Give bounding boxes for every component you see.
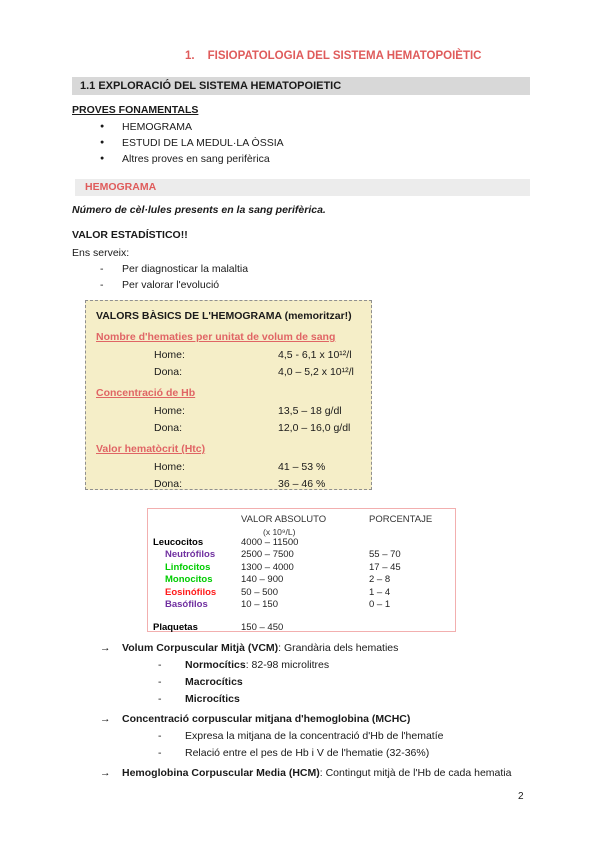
index-sub-item	[158, 674, 560, 691]
sub-term: Macrocítics	[185, 676, 243, 688]
table-header-row	[153, 514, 450, 527]
proves-heading: PROVES FONAMENTALS	[72, 104, 199, 116]
index-sub-item	[158, 691, 560, 708]
hemograma-definition: Número de cèl·lules presents en la sang perifèrica.	[72, 204, 326, 216]
value-row-label: Home:	[154, 405, 185, 417]
box-section-heading: Nombre d'hematies per unitat de volum de sang	[96, 331, 336, 343]
sub-description: Expresa la mitjana de la concentració d'Hb de l'hematíe	[185, 730, 444, 742]
cell-percent	[369, 622, 450, 635]
value-row	[96, 420, 361, 437]
index-item	[100, 765, 560, 782]
serveix-list	[100, 261, 248, 293]
table-row	[153, 549, 450, 562]
list-item	[100, 261, 248, 277]
valor-estadistico-label: VALOR ESTADÍSTICO!!	[72, 229, 188, 241]
value-row-value: 4,5 - 6,1 x 10¹²/l	[278, 349, 352, 361]
value-row-label: Dona:	[154, 477, 183, 490]
dash-icon: -	[158, 659, 162, 671]
valors-basics-box	[85, 300, 372, 490]
index-sub-item	[158, 728, 560, 745]
index-item-text	[122, 765, 511, 782]
title-text: FISIOPATOLOGIA DEL SISTEMA HEMATOPOIÈTIC	[207, 50, 482, 62]
list-item	[100, 135, 284, 151]
index-item-text	[122, 640, 398, 657]
cell-percent: 1 – 4	[369, 586, 391, 598]
title-number: 1.	[185, 50, 195, 62]
list-item	[100, 119, 284, 135]
arrow-icon: →	[100, 642, 111, 654]
cell-label: Eosinófilos	[165, 586, 217, 598]
box-title: VALORS BÀSICS DE L'HEMOGRAMA (memoritzar!)	[96, 310, 352, 322]
value-row-value: 13,5 – 18 g/dl	[278, 405, 342, 417]
list-item	[100, 151, 284, 167]
list-item-label: HEMOGRAMA	[122, 121, 193, 133]
index-item	[100, 640, 560, 657]
value-row-value: 41 – 53 %	[278, 461, 326, 473]
dash-icon: -	[100, 279, 104, 291]
page-number: 2	[518, 791, 524, 802]
table-row	[153, 537, 450, 550]
index-item-text	[122, 711, 410, 728]
cell-percent	[369, 537, 450, 550]
list-item-label: Altres proves en sang perifèrica	[122, 153, 270, 165]
cell-absolute: 1300 – 4000	[241, 561, 294, 573]
value-row	[96, 403, 361, 420]
cell-percent: 2 – 8	[369, 574, 391, 585]
cell-label: Linfocitos	[165, 561, 211, 573]
value-row-value: 4,0 – 5,2 x 10¹²/l	[278, 365, 354, 378]
value-row-label: Dona:	[154, 421, 183, 434]
value-row-label: Dona:	[154, 365, 183, 378]
index-sub-item	[158, 745, 560, 762]
cell-label: Leucocitos	[153, 536, 204, 548]
cell-absolute: 2500 – 7500	[241, 549, 294, 560]
cell-percent: 55 – 70	[369, 549, 401, 560]
sub-description: Relació entre el pes de Hb i V de l'hematie (32-36%)	[185, 747, 430, 759]
cell-absolute: 150 – 450	[241, 621, 284, 633]
serveix-label: Ens serveix:	[72, 247, 130, 259]
cell-percent: 17 – 45	[369, 561, 401, 573]
table-row	[153, 562, 450, 575]
dash-icon: -	[100, 263, 104, 275]
cell-label: Basófilos	[165, 599, 208, 610]
table-header-empty	[153, 514, 241, 527]
document-title	[185, 50, 481, 62]
bullet-icon: ●	[100, 123, 105, 130]
index-description: : Contingut mitjà de l'Hb de cada hematia	[319, 767, 512, 779]
arrow-icon: →	[100, 713, 111, 725]
box-section-heading: Concentració de Hb	[96, 387, 196, 399]
indices-list	[100, 637, 560, 782]
cell-absolute: 140 – 900	[241, 574, 284, 585]
table-row	[153, 622, 450, 635]
index-term: Concentració corpuscular mitjana d'hemoglobina (MCHC)	[122, 713, 411, 725]
list-item-label: Per diagnosticar la malaltia	[122, 263, 249, 275]
dash-icon: -	[158, 693, 162, 705]
arrow-icon: →	[100, 767, 111, 779]
value-row-value: 12,0 – 16,0 g/dl	[278, 421, 351, 434]
table-header-absolute: VALOR ABSOLUTO	[241, 514, 327, 525]
proves-list	[100, 119, 284, 167]
index-sub-item	[158, 657, 560, 674]
cell-label: Monocitos	[165, 574, 213, 585]
bullet-icon: ●	[100, 155, 105, 162]
cell-absolute: 50 – 500	[241, 586, 278, 598]
list-item-label: Per valorar l'evolució	[122, 279, 220, 291]
value-row-label: Home:	[154, 349, 185, 361]
table-header-percent: PORCENTAJE	[369, 514, 433, 525]
list-item-label: ESTUDI DE LA MEDUL·LA ÒSSIA	[122, 137, 284, 149]
dash-icon: -	[158, 676, 162, 688]
value-row-value: 36 – 46 %	[278, 477, 326, 490]
table-header-unit: (x 10⁹/L)	[263, 526, 296, 537]
value-row-label: Home:	[154, 461, 185, 473]
sub-term: Microcítics	[185, 693, 240, 705]
cell-label: Neutrófilos	[165, 549, 216, 560]
dash-icon: -	[158, 747, 162, 759]
index-description: : Grandària dels hematies	[278, 642, 399, 654]
index-term: Volum Corpuscular Mitjà (VCM)	[122, 642, 279, 654]
table-row	[153, 599, 450, 612]
cell-absolute: 10 – 150	[241, 599, 278, 610]
index-term: Hemoglobina Corpuscular Media (HCM)	[122, 767, 320, 779]
bullet-icon: ●	[100, 139, 105, 146]
sub-description: : 82-98 microlitres	[245, 659, 330, 671]
table-unit-row	[153, 527, 450, 537]
index-item	[100, 711, 560, 728]
value-row	[96, 364, 361, 381]
list-item	[100, 277, 248, 293]
box-section-heading: Valor hematòcrit (Htc)	[96, 443, 206, 455]
sub-term: Normocítics	[185, 659, 246, 671]
index-sub-list	[158, 728, 560, 762]
cell-label: Plaquetas	[153, 621, 198, 633]
dash-icon: -	[158, 730, 162, 742]
cell-absolute: 4000 – 11500	[241, 536, 299, 548]
value-row	[96, 459, 361, 476]
index-sub-list	[158, 657, 560, 708]
value-row	[96, 476, 361, 493]
section-heading: 1.1 EXPLORACIÓ DEL SISTEMA HEMATOPOIETIC	[72, 77, 530, 95]
blood-count-table	[147, 508, 456, 632]
table-row	[153, 574, 450, 587]
value-row	[96, 347, 361, 364]
hemograma-heading: HEMOGRAMA	[75, 179, 530, 196]
cell-percent: 0 – 1	[369, 599, 391, 610]
table-row	[153, 587, 450, 600]
